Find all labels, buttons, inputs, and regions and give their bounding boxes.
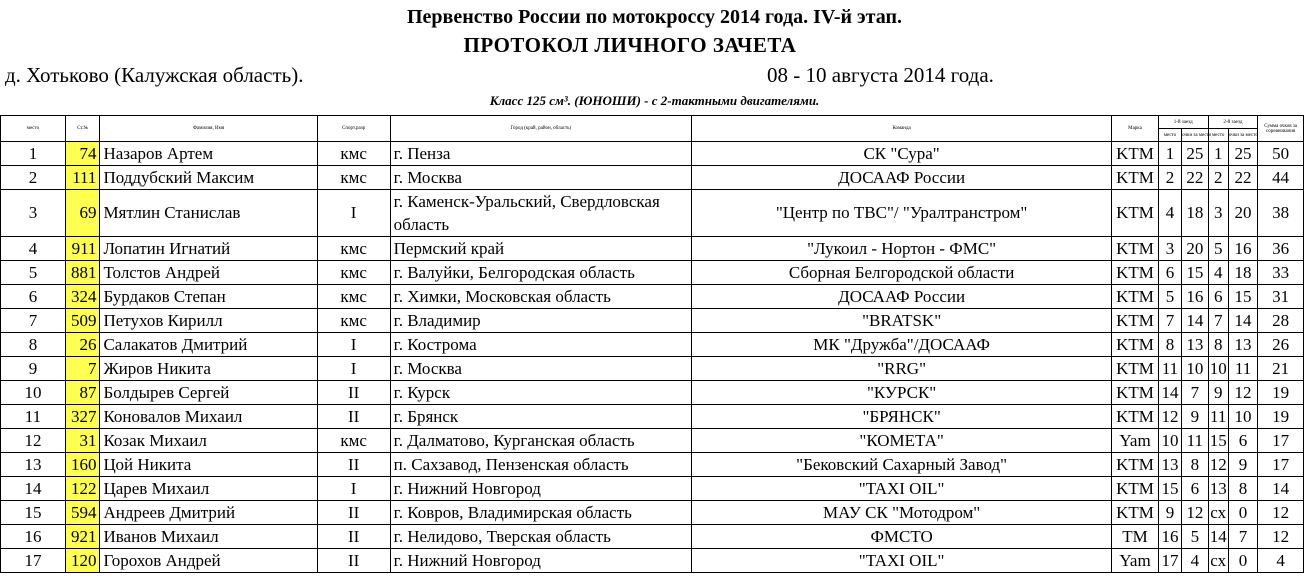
cell-race1-pos: 14 bbox=[1158, 381, 1181, 405]
cell-name: Цой Никита bbox=[100, 453, 317, 477]
cell-race2-pts: 22 bbox=[1228, 166, 1257, 190]
cell-city: г. Москва bbox=[390, 166, 691, 190]
col-race2-pos: место bbox=[1208, 129, 1228, 142]
col-moto: Марка bbox=[1112, 116, 1159, 142]
cell-place: 15 bbox=[1, 501, 66, 525]
table-row bbox=[1, 333, 1304, 357]
table-row bbox=[1, 525, 1304, 549]
cell-place: 6 bbox=[1, 285, 66, 309]
col-team: Команда bbox=[692, 116, 1112, 142]
cell-race2-pts: 6 bbox=[1228, 429, 1257, 453]
cell-rank: кмс bbox=[317, 309, 390, 333]
cell-rank: II bbox=[317, 525, 390, 549]
cell-race2-pos: 15 bbox=[1208, 429, 1228, 453]
cell-race1-pts: 12 bbox=[1182, 501, 1208, 525]
col-place: место bbox=[1, 116, 66, 142]
cell-number: 324 bbox=[65, 285, 100, 309]
cell-race1-pos: 11 bbox=[1158, 357, 1181, 381]
cell-race1-pos: 8 bbox=[1158, 333, 1181, 357]
cell-moto: KTM bbox=[1112, 261, 1159, 285]
cell-moto: KTM bbox=[1112, 501, 1159, 525]
cell-number: 26 bbox=[65, 333, 100, 357]
cell-name: Мятлин Станислав bbox=[100, 190, 317, 237]
cell-race2-pts: 16 bbox=[1228, 237, 1257, 261]
cell-race1-pos: 12 bbox=[1158, 405, 1181, 429]
cell-total: 12 bbox=[1258, 501, 1304, 525]
cell-city: г. Далматово, Курганская область bbox=[390, 429, 691, 453]
document-subtitle: ПРОТОКОЛ ЛИЧНОГО ЗАЧЕТА bbox=[463, 33, 797, 57]
cell-total: 17 bbox=[1258, 453, 1304, 477]
cell-moto: KTM bbox=[1112, 405, 1159, 429]
cell-total: 19 bbox=[1258, 405, 1304, 429]
cell-race1-pos: 17 bbox=[1158, 549, 1181, 573]
cell-place: 3 bbox=[1, 190, 66, 237]
cell-race1-pts: 18 bbox=[1182, 190, 1208, 237]
cell-number: 111 bbox=[65, 166, 100, 190]
cell-number: 881 bbox=[65, 261, 100, 285]
cell-total: 14 bbox=[1258, 477, 1304, 501]
cell-total: 12 bbox=[1258, 525, 1304, 549]
cell-place: 12 bbox=[1, 429, 66, 453]
cell-moto: KTM bbox=[1112, 309, 1159, 333]
cell-number: 69 bbox=[65, 190, 100, 237]
cell-race1-pts: 7 bbox=[1182, 381, 1208, 405]
cell-total: 31 bbox=[1258, 285, 1304, 309]
cell-place: 13 bbox=[1, 453, 66, 477]
cell-number: 594 bbox=[65, 501, 100, 525]
cell-race2-pts: 0 bbox=[1228, 501, 1257, 525]
cell-name: Иванов Михаил bbox=[100, 525, 317, 549]
cell-place: 8 bbox=[1, 333, 66, 357]
cell-race1-pos: 13 bbox=[1158, 453, 1181, 477]
cell-race1-pos: 1 bbox=[1158, 142, 1181, 166]
cell-city: г. Ковров, Владимирская область bbox=[390, 501, 691, 525]
col-name: Фамилия, Имя bbox=[100, 116, 317, 142]
cell-total: 38 bbox=[1258, 190, 1304, 237]
cell-moto: KTM bbox=[1112, 453, 1159, 477]
table-row bbox=[1, 261, 1304, 285]
cell-number: 74 bbox=[65, 142, 100, 166]
table-row bbox=[1, 166, 1304, 190]
cell-team: "КУРСК" bbox=[692, 381, 1112, 405]
cell-name: Болдырев Сергей bbox=[100, 381, 317, 405]
cell-team: МАУ СК "Мотодром" bbox=[692, 501, 1112, 525]
cell-rank: II bbox=[317, 549, 390, 573]
cell-number: 87 bbox=[65, 381, 100, 405]
table-row bbox=[1, 309, 1304, 333]
cell-team: "БРЯНСК" bbox=[692, 405, 1112, 429]
cell-race2-pos: сх bbox=[1208, 501, 1228, 525]
cell-race1-pts: 14 bbox=[1182, 309, 1208, 333]
results-table bbox=[0, 115, 1304, 573]
cell-place: 7 bbox=[1, 309, 66, 333]
cell-race2-pts: 20 bbox=[1228, 190, 1257, 237]
col-rank: Спорт.разр bbox=[317, 116, 390, 142]
document-title: Первенство России по мотокроссу 2014 года. IV-й этап. bbox=[407, 6, 902, 28]
cell-city: Пермский край bbox=[390, 237, 691, 261]
table-row bbox=[1, 357, 1304, 381]
cell-race2-pts: 12 bbox=[1228, 381, 1257, 405]
cell-team: СК "Сура" bbox=[692, 142, 1112, 166]
cell-race1-pts: 15 bbox=[1182, 261, 1208, 285]
cell-team: Сборная Белгородской области bbox=[692, 261, 1112, 285]
cell-race1-pts: 16 bbox=[1182, 285, 1208, 309]
cell-number: 160 bbox=[65, 453, 100, 477]
table-row bbox=[1, 405, 1304, 429]
cell-number: 120 bbox=[65, 549, 100, 573]
cell-race1-pts: 11 bbox=[1182, 429, 1208, 453]
cell-race2-pos: 7 bbox=[1208, 309, 1228, 333]
cell-rank: кмс bbox=[317, 261, 390, 285]
cell-name: Бурдаков Степан bbox=[100, 285, 317, 309]
cell-team: "Бековский Сахарный Завод" bbox=[692, 453, 1112, 477]
cell-rank: I bbox=[317, 190, 390, 237]
cell-race2-pts: 9 bbox=[1228, 453, 1257, 477]
class-line: Класс 125 см³. (ЮНОШИ) - с 2-тактными двигателями. bbox=[489, 93, 820, 108]
cell-city: г. Кострома bbox=[390, 333, 691, 357]
cell-place: 1 bbox=[1, 142, 66, 166]
cell-rank: кмс bbox=[317, 285, 390, 309]
cell-team: "TAXI OIL" bbox=[692, 549, 1112, 573]
cell-moto: KTM bbox=[1112, 477, 1159, 501]
cell-moto: Yam bbox=[1112, 549, 1159, 573]
cell-race2-pos: 10 bbox=[1208, 357, 1228, 381]
cell-city: г. Нижний Новгород bbox=[390, 549, 691, 573]
cell-total: 44 bbox=[1258, 166, 1304, 190]
cell-race2-pts: 11 bbox=[1228, 357, 1257, 381]
cell-name: Андреев Дмитрий bbox=[100, 501, 317, 525]
cell-moto: KTM bbox=[1112, 381, 1159, 405]
table-row bbox=[1, 381, 1304, 405]
cell-race1-pts: 9 bbox=[1182, 405, 1208, 429]
cell-rank: кмс bbox=[317, 429, 390, 453]
cell-team: ФМСТО bbox=[692, 525, 1112, 549]
table-row bbox=[1, 285, 1304, 309]
cell-race2-pts: 7 bbox=[1228, 525, 1257, 549]
cell-total: 19 bbox=[1258, 381, 1304, 405]
table-row bbox=[1, 501, 1304, 525]
cell-rank: II bbox=[317, 501, 390, 525]
cell-race2-pts: 10 bbox=[1228, 405, 1257, 429]
cell-race1-pos: 6 bbox=[1158, 261, 1181, 285]
cell-race2-pos: 14 bbox=[1208, 525, 1228, 549]
cell-team: "RRG" bbox=[692, 357, 1112, 381]
cell-race2-pos: 11 bbox=[1208, 405, 1228, 429]
cell-number: 921 bbox=[65, 525, 100, 549]
cell-race2-pts: 0 bbox=[1228, 549, 1257, 573]
cell-city: г. Брянск bbox=[390, 405, 691, 429]
cell-race2-pos: 12 bbox=[1208, 453, 1228, 477]
table-row bbox=[1, 237, 1304, 261]
col-race1-pts: очки за место bbox=[1182, 129, 1208, 142]
cell-race2-pts: 8 bbox=[1228, 477, 1257, 501]
cell-race2-pos: 6 bbox=[1208, 285, 1228, 309]
cell-team: "TAXI OIL" bbox=[692, 477, 1112, 501]
cell-number: 31 bbox=[65, 429, 100, 453]
cell-total: 17 bbox=[1258, 429, 1304, 453]
cell-number: 327 bbox=[65, 405, 100, 429]
cell-moto: KTM bbox=[1112, 237, 1159, 261]
cell-race1-pos: 16 bbox=[1158, 525, 1181, 549]
table-row bbox=[1, 190, 1304, 237]
cell-city: г. Курск bbox=[390, 381, 691, 405]
cell-place: 9 bbox=[1, 357, 66, 381]
cell-race1-pts: 22 bbox=[1182, 166, 1208, 190]
cell-race1-pos: 4 bbox=[1158, 190, 1181, 237]
cell-city: г. Москва bbox=[390, 357, 691, 381]
cell-race1-pos: 2 bbox=[1158, 166, 1181, 190]
cell-race1-pts: 10 bbox=[1182, 357, 1208, 381]
cell-rank: I bbox=[317, 333, 390, 357]
cell-city: г. Пенза bbox=[390, 142, 691, 166]
cell-city: г. Нижний Новгород bbox=[390, 477, 691, 501]
cell-race1-pts: 4 bbox=[1182, 549, 1208, 573]
cell-name: Коновалов Михаил bbox=[100, 405, 317, 429]
cell-number: 509 bbox=[65, 309, 100, 333]
cell-place: 4 bbox=[1, 237, 66, 261]
event-place: д. Хотьково (Калужская область). bbox=[5, 63, 304, 87]
col-race2-pts: очки за место bbox=[1228, 129, 1257, 142]
col-race1: 1-й заезд bbox=[1158, 116, 1208, 129]
cell-moto: KTM bbox=[1112, 333, 1159, 357]
cell-name: Назаров Артем bbox=[100, 142, 317, 166]
cell-name: Петухов Кирилл bbox=[100, 309, 317, 333]
cell-race2-pos: 4 bbox=[1208, 261, 1228, 285]
cell-name: Поддубский Максим bbox=[100, 166, 317, 190]
cell-rank: кмс bbox=[317, 166, 390, 190]
cell-place: 10 bbox=[1, 381, 66, 405]
cell-race2-pts: 18 bbox=[1228, 261, 1257, 285]
cell-race2-pos: 9 bbox=[1208, 381, 1228, 405]
cell-race2-pts: 13 bbox=[1228, 333, 1257, 357]
cell-city: г. Каменск-Уральский, Свердловская область bbox=[390, 190, 691, 237]
cell-name: Салакатов Дмитрий bbox=[100, 333, 317, 357]
cell-total: 4 bbox=[1258, 549, 1304, 573]
cell-team: МК "Дружба"/ДОСААФ bbox=[692, 333, 1112, 357]
cell-name: Горохов Андрей bbox=[100, 549, 317, 573]
cell-moto: TM bbox=[1112, 525, 1159, 549]
cell-team: "Лукоил - Нортон - ФМС" bbox=[692, 237, 1112, 261]
cell-rank: II bbox=[317, 405, 390, 429]
cell-city: п. Сахзавод, Пензенская область bbox=[390, 453, 691, 477]
cell-race2-pos: 8 bbox=[1208, 333, 1228, 357]
cell-race2-pos: 13 bbox=[1208, 477, 1228, 501]
cell-race1-pts: 6 bbox=[1182, 477, 1208, 501]
cell-race1-pos: 10 bbox=[1158, 429, 1181, 453]
cell-number: 911 bbox=[65, 237, 100, 261]
cell-total: 26 bbox=[1258, 333, 1304, 357]
cell-name: Козак Михаил bbox=[100, 429, 317, 453]
cell-moto: KTM bbox=[1112, 190, 1159, 237]
cell-city: г. Нелидово, Тверская область bbox=[390, 525, 691, 549]
cell-city: г. Владимир bbox=[390, 309, 691, 333]
cell-city: г. Химки, Московская область bbox=[390, 285, 691, 309]
cell-name: Лопатин Игнатий bbox=[100, 237, 317, 261]
col-city: Город (край, район, область) bbox=[390, 116, 691, 142]
table-row bbox=[1, 142, 1304, 166]
cell-total: 33 bbox=[1258, 261, 1304, 285]
cell-moto: KTM bbox=[1112, 166, 1159, 190]
table-row bbox=[1, 429, 1304, 453]
cell-race2-pos: 2 bbox=[1208, 166, 1228, 190]
cell-rank: I bbox=[317, 357, 390, 381]
cell-moto: KTM bbox=[1112, 357, 1159, 381]
cell-race2-pos: сх bbox=[1208, 549, 1228, 573]
cell-total: 21 bbox=[1258, 357, 1304, 381]
cell-race2-pts: 25 bbox=[1228, 142, 1257, 166]
cell-team: "Центр по ТВС"/ "Уралтранстром" bbox=[692, 190, 1112, 237]
cell-race1-pts: 20 bbox=[1182, 237, 1208, 261]
col-race2: 2-й заезд bbox=[1208, 116, 1258, 129]
cell-race2-pos: 3 bbox=[1208, 190, 1228, 237]
cell-race2-pts: 15 bbox=[1228, 285, 1257, 309]
col-race1-pos: место bbox=[1158, 129, 1181, 142]
cell-name: Толстов Андрей bbox=[100, 261, 317, 285]
cell-name: Царев Михаил bbox=[100, 477, 317, 501]
cell-team: ДОСААФ России bbox=[692, 166, 1112, 190]
cell-team: "BRATSK" bbox=[692, 309, 1112, 333]
cell-race1-pts: 13 bbox=[1182, 333, 1208, 357]
cell-rank: кмс bbox=[317, 142, 390, 166]
cell-name: Жиров Никита bbox=[100, 357, 317, 381]
cell-race2-pts: 14 bbox=[1228, 309, 1257, 333]
cell-race1-pos: 7 bbox=[1158, 309, 1181, 333]
cell-place: 2 bbox=[1, 166, 66, 190]
cell-race1-pos: 9 bbox=[1158, 501, 1181, 525]
cell-rank: II bbox=[317, 381, 390, 405]
cell-total: 36 bbox=[1258, 237, 1304, 261]
cell-race1-pos: 5 bbox=[1158, 285, 1181, 309]
cell-race1-pos: 3 bbox=[1158, 237, 1181, 261]
col-total: Сумма очков за соревнования bbox=[1258, 116, 1304, 142]
cell-place: 17 bbox=[1, 549, 66, 573]
cell-rank: I bbox=[317, 477, 390, 501]
cell-number: 122 bbox=[65, 477, 100, 501]
cell-place: 14 bbox=[1, 477, 66, 501]
cell-place: 16 bbox=[1, 525, 66, 549]
cell-rank: кмс bbox=[317, 237, 390, 261]
cell-place: 5 bbox=[1, 261, 66, 285]
cell-race1-pts: 5 bbox=[1182, 525, 1208, 549]
cell-race1-pts: 8 bbox=[1182, 453, 1208, 477]
cell-race2-pos: 5 bbox=[1208, 237, 1228, 261]
cell-race1-pos: 15 bbox=[1158, 477, 1181, 501]
cell-team: "КОМЕТА" bbox=[692, 429, 1112, 453]
cell-race1-pts: 25 bbox=[1182, 142, 1208, 166]
cell-rank: II bbox=[317, 453, 390, 477]
cell-city: г. Валуйки, Белгородская область bbox=[390, 261, 691, 285]
cell-place: 11 bbox=[1, 405, 66, 429]
cell-moto: KTM bbox=[1112, 142, 1159, 166]
cell-team: ДОСААФ России bbox=[692, 285, 1112, 309]
table-row bbox=[1, 453, 1304, 477]
event-dates: 08 - 10 августа 2014 года. bbox=[767, 63, 994, 87]
table-row bbox=[1, 477, 1304, 501]
cell-total: 50 bbox=[1258, 142, 1304, 166]
cell-race2-pos: 1 bbox=[1208, 142, 1228, 166]
table-row bbox=[1, 549, 1304, 573]
cell-moto: Yam bbox=[1112, 429, 1159, 453]
cell-total: 28 bbox=[1258, 309, 1304, 333]
col-number: Ст.№ bbox=[65, 116, 100, 142]
cell-moto: KTM bbox=[1112, 285, 1159, 309]
cell-number: 7 bbox=[65, 357, 100, 381]
